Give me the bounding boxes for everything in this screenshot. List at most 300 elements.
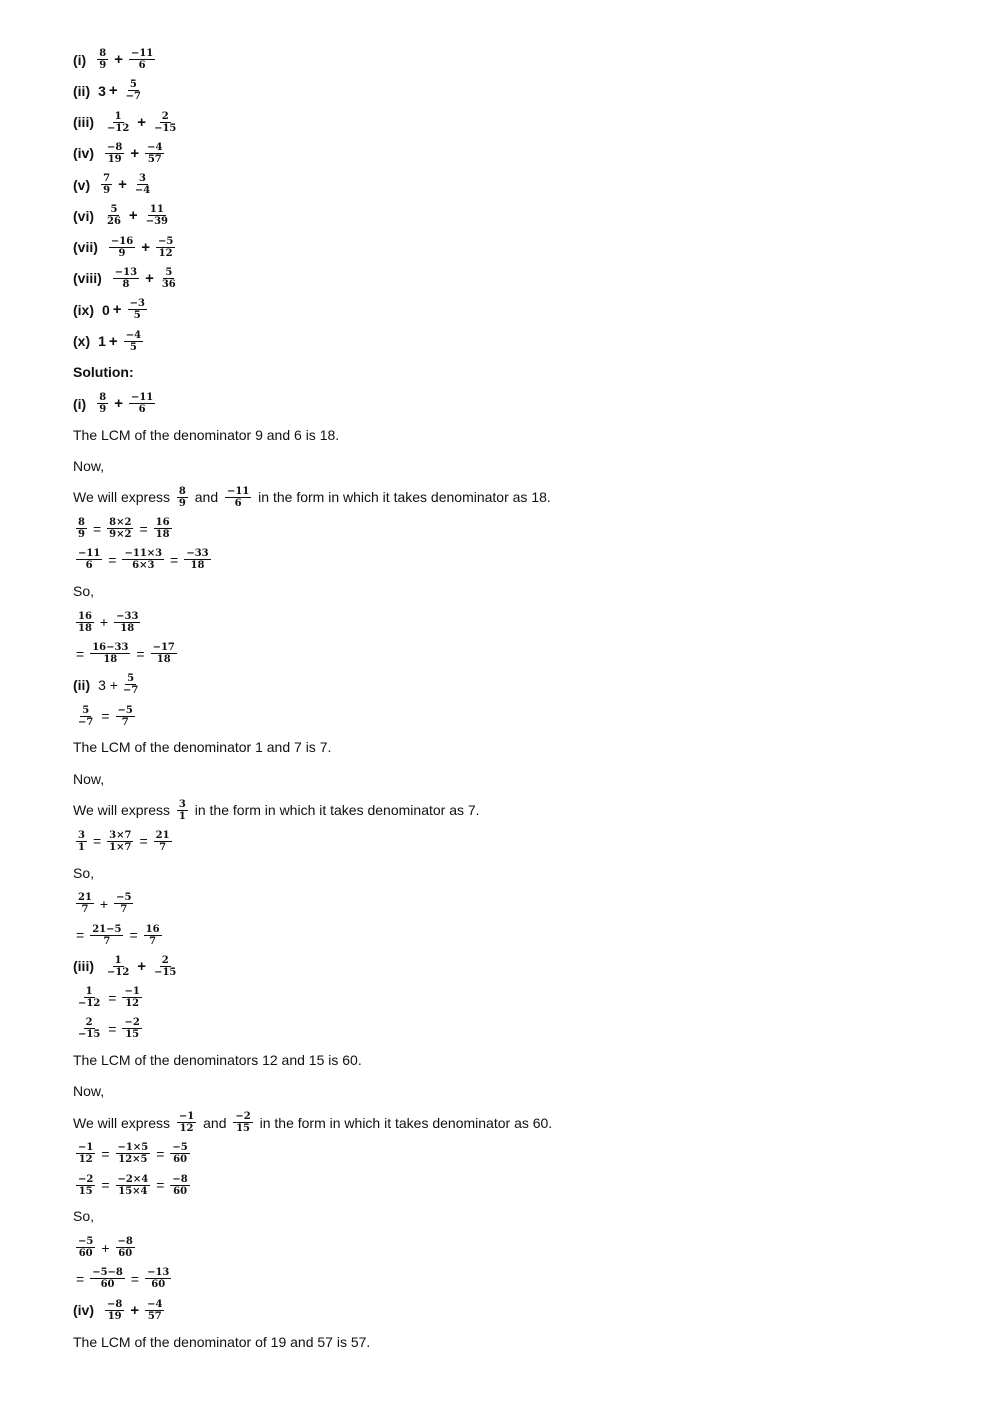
question-line bbox=[73, 44, 552, 75]
whole-number: 3 bbox=[98, 82, 106, 99]
denominator: 7 bbox=[121, 716, 129, 728]
part-label: (ix) bbox=[73, 301, 94, 318]
operator: + bbox=[108, 82, 118, 100]
text-line bbox=[73, 1326, 552, 1357]
denominator: 15×4 bbox=[118, 1185, 148, 1197]
operator: + bbox=[137, 957, 147, 975]
fraction bbox=[152, 955, 178, 978]
fraction bbox=[121, 673, 140, 696]
operator: = bbox=[101, 1177, 110, 1194]
denominator: 60 bbox=[78, 1248, 93, 1260]
numerator: −1×5 bbox=[117, 1142, 149, 1154]
denominator: 6 bbox=[138, 404, 146, 416]
denominator: 8 bbox=[122, 278, 130, 290]
denominator: 1×7 bbox=[109, 841, 132, 853]
numerator: −8 bbox=[107, 141, 123, 153]
fraction bbox=[107, 830, 133, 853]
numerator: 3×7 bbox=[109, 829, 132, 841]
operator: + bbox=[130, 144, 140, 162]
numerator: 16 bbox=[155, 517, 170, 529]
operator: + bbox=[137, 113, 147, 131]
text: So, bbox=[73, 1208, 95, 1225]
text-line bbox=[73, 857, 552, 888]
operator: + bbox=[112, 301, 122, 319]
denominator: 1 bbox=[78, 841, 85, 853]
numerator: −11 bbox=[130, 48, 154, 60]
text-line bbox=[73, 794, 552, 825]
denominator: 6×3 bbox=[132, 560, 155, 572]
fraction bbox=[144, 924, 162, 947]
text: The LCM of the denominators 12 and 15 is 60. bbox=[73, 1052, 362, 1069]
numerator: −8 bbox=[107, 1298, 123, 1310]
text: Now, bbox=[73, 770, 105, 787]
fraction bbox=[90, 642, 130, 665]
numerator: 2 bbox=[161, 954, 169, 966]
whole-number: 0 bbox=[102, 301, 110, 318]
fraction bbox=[116, 1174, 151, 1197]
denominator: −7 bbox=[122, 685, 139, 697]
operator: + bbox=[108, 332, 118, 350]
denominator: 7 bbox=[81, 904, 89, 916]
equation-line bbox=[73, 1263, 552, 1294]
part-label: (iii) bbox=[73, 114, 94, 131]
numerator: 8×2 bbox=[109, 517, 132, 529]
denominator: 57 bbox=[147, 1310, 162, 1322]
question-line bbox=[73, 200, 552, 231]
numerator: 21 bbox=[78, 892, 92, 904]
fraction bbox=[124, 330, 143, 353]
denominator: −15 bbox=[78, 1029, 101, 1041]
denominator: 9 bbox=[118, 247, 126, 259]
operator: = bbox=[108, 1020, 117, 1037]
numerator: −5 bbox=[117, 704, 133, 716]
numerator: −4 bbox=[125, 329, 142, 341]
numerator: −2 bbox=[78, 1173, 94, 1185]
denominator: −15 bbox=[154, 122, 177, 134]
operator: + bbox=[145, 269, 154, 287]
numerator: 16 bbox=[78, 610, 92, 622]
numerator: −4 bbox=[147, 141, 163, 153]
denominator: 60 bbox=[100, 1279, 115, 1291]
denominator: 12 bbox=[78, 1154, 93, 1166]
denominator: −7 bbox=[78, 716, 94, 728]
fraction bbox=[177, 486, 188, 509]
numerator: −13 bbox=[147, 1267, 170, 1279]
numerator: 3 bbox=[139, 173, 147, 185]
fraction bbox=[90, 924, 123, 947]
denominator: 6 bbox=[85, 560, 93, 572]
numerator: −2×4 bbox=[117, 1173, 149, 1185]
denominator: 60 bbox=[173, 1154, 188, 1166]
fraction bbox=[105, 1299, 124, 1322]
operator: = bbox=[101, 708, 110, 725]
numerator: 21 bbox=[155, 829, 170, 841]
denominator: 15 bbox=[125, 1029, 140, 1041]
fraction bbox=[76, 611, 94, 634]
numerator: −2 bbox=[124, 1017, 140, 1029]
equation-line bbox=[73, 1170, 552, 1201]
denominator: 12 bbox=[158, 247, 173, 259]
equation-line bbox=[73, 1138, 552, 1169]
numerator: −5 bbox=[172, 1142, 188, 1154]
part-label: (iii) bbox=[73, 958, 94, 975]
text: 3 + bbox=[98, 676, 118, 693]
operator: = bbox=[76, 1270, 85, 1287]
denominator: 12 bbox=[125, 998, 140, 1010]
numerator: 1 bbox=[114, 954, 122, 966]
operator: = bbox=[92, 520, 102, 537]
numerator: 5 bbox=[127, 673, 135, 685]
fraction bbox=[97, 392, 108, 415]
denominator: 7 bbox=[103, 935, 111, 947]
question-line bbox=[73, 169, 552, 200]
equation-line bbox=[73, 982, 552, 1013]
denominator: 15 bbox=[236, 1123, 250, 1135]
equation-line bbox=[73, 544, 552, 575]
text-line bbox=[73, 576, 552, 607]
text-line bbox=[73, 1201, 552, 1232]
fraction bbox=[122, 986, 141, 1009]
question-line bbox=[73, 325, 552, 356]
denominator: 9 bbox=[103, 185, 111, 197]
numerator: 1 bbox=[85, 986, 93, 998]
part-label: (ii) bbox=[73, 82, 91, 99]
denominator: 18 bbox=[155, 529, 170, 541]
fraction bbox=[129, 392, 155, 415]
fraction bbox=[122, 1017, 141, 1040]
operator: = bbox=[92, 833, 102, 850]
fraction bbox=[177, 799, 188, 822]
denominator: −39 bbox=[145, 216, 168, 228]
operator: = bbox=[101, 1145, 110, 1162]
numerator: 16 bbox=[145, 923, 160, 935]
fraction bbox=[156, 236, 175, 259]
numerator: −1 bbox=[178, 1111, 195, 1123]
fraction bbox=[76, 1236, 95, 1259]
fraction bbox=[116, 705, 135, 728]
operator: = bbox=[76, 645, 85, 662]
text: We will express bbox=[73, 489, 174, 506]
numerator: 5 bbox=[82, 704, 90, 716]
numerator: 11 bbox=[149, 204, 164, 216]
denominator: 9 bbox=[99, 60, 107, 72]
text-line bbox=[73, 1045, 552, 1076]
heading-text: Solution: bbox=[73, 364, 134, 381]
fraction bbox=[177, 1111, 196, 1134]
part-label: (iv) bbox=[73, 145, 94, 162]
numerator: −2 bbox=[235, 1111, 251, 1123]
operator: = bbox=[156, 1177, 165, 1194]
operator: + bbox=[114, 51, 123, 69]
numerator: 5 bbox=[165, 266, 173, 278]
operator: = bbox=[108, 551, 117, 568]
fraction bbox=[154, 830, 172, 853]
denominator: 60 bbox=[151, 1279, 166, 1291]
fraction bbox=[105, 955, 131, 978]
numerator: −33 bbox=[116, 610, 139, 622]
numerator: 8 bbox=[78, 517, 85, 529]
fraction bbox=[154, 517, 172, 540]
fraction bbox=[114, 892, 133, 915]
denominator: −7 bbox=[125, 91, 142, 103]
equation-line bbox=[73, 1013, 552, 1044]
numerator: −8 bbox=[117, 1236, 133, 1248]
operator: + bbox=[141, 238, 150, 256]
denominator: 5 bbox=[129, 341, 137, 353]
text-line bbox=[73, 450, 552, 481]
fraction bbox=[76, 1174, 95, 1197]
part-label: (vi) bbox=[73, 207, 94, 224]
denominator: 9 bbox=[178, 497, 186, 509]
part-label: (vii) bbox=[73, 239, 98, 256]
whole-number: 1 bbox=[98, 333, 106, 350]
text: and bbox=[199, 1114, 231, 1131]
question-line bbox=[73, 138, 552, 169]
part-label: (ii) bbox=[73, 676, 91, 693]
numerator: −11×3 bbox=[124, 548, 163, 560]
numerator: −5 bbox=[116, 892, 132, 904]
denominator: 5 bbox=[133, 310, 141, 322]
numerator: −11 bbox=[78, 548, 101, 560]
fraction bbox=[107, 517, 133, 540]
fraction bbox=[145, 1299, 164, 1322]
fraction bbox=[145, 142, 164, 165]
operator: = bbox=[108, 989, 117, 1006]
text: Now, bbox=[73, 458, 105, 475]
question-line bbox=[73, 107, 552, 138]
denominator: 12 bbox=[179, 1123, 194, 1135]
text-line bbox=[73, 763, 552, 794]
fraction bbox=[145, 1267, 171, 1290]
numerator: 2 bbox=[161, 110, 169, 122]
text: We will express bbox=[73, 802, 174, 818]
question-line bbox=[73, 75, 552, 106]
fraction bbox=[129, 48, 155, 71]
operator: + bbox=[99, 895, 109, 912]
operator: = bbox=[129, 927, 138, 944]
fraction bbox=[122, 548, 164, 571]
numerator: 3 bbox=[78, 829, 85, 841]
numerator: −16 bbox=[110, 235, 134, 247]
operator: + bbox=[130, 1301, 140, 1319]
fraction bbox=[76, 548, 102, 571]
denominator: −4 bbox=[134, 185, 151, 197]
numerator: −4 bbox=[147, 1298, 163, 1310]
numerator: 1 bbox=[114, 110, 122, 122]
part-label: (x) bbox=[73, 333, 91, 350]
fraction bbox=[144, 204, 170, 227]
equation-line bbox=[73, 888, 552, 919]
equation-line bbox=[73, 513, 552, 544]
question-line bbox=[73, 951, 552, 982]
denominator: 9×2 bbox=[109, 529, 132, 541]
numerator: −5−8 bbox=[92, 1267, 123, 1279]
fraction bbox=[113, 267, 139, 290]
denominator: −12 bbox=[78, 998, 101, 1010]
part-label: (iv) bbox=[73, 1302, 94, 1319]
text: The LCM of the denominator 9 and 6 is 18. bbox=[73, 426, 340, 443]
equation-line bbox=[73, 826, 552, 857]
numerator: 8 bbox=[99, 392, 107, 404]
fraction bbox=[170, 1174, 189, 1197]
text: in the form in which it takes denominator as 7. bbox=[190, 802, 480, 818]
part-label: (v) bbox=[73, 176, 91, 193]
fraction bbox=[76, 1017, 102, 1040]
denominator: 60 bbox=[118, 1248, 133, 1260]
fraction bbox=[97, 48, 108, 71]
operator: + bbox=[118, 176, 127, 194]
numerator: −11 bbox=[130, 392, 154, 404]
fraction bbox=[76, 892, 94, 915]
denominator: 6 bbox=[138, 60, 146, 72]
denominator: 18 bbox=[190, 560, 205, 572]
denominator: 9 bbox=[99, 404, 107, 416]
fraction bbox=[160, 267, 178, 290]
numerator: −3 bbox=[129, 298, 145, 310]
denominator: 12×5 bbox=[118, 1154, 148, 1166]
numerator: 5 bbox=[129, 79, 137, 91]
operator: + bbox=[128, 207, 138, 225]
text-line bbox=[73, 419, 552, 450]
question-line bbox=[73, 263, 552, 294]
denominator: 9 bbox=[78, 529, 85, 541]
operator: + bbox=[114, 395, 123, 413]
fraction bbox=[101, 173, 112, 196]
numerator: −11 bbox=[227, 485, 250, 497]
fraction bbox=[76, 830, 87, 853]
numerator: 21−5 bbox=[92, 923, 122, 935]
text-line bbox=[73, 482, 552, 513]
denominator: 7 bbox=[149, 935, 157, 947]
denominator: −15 bbox=[154, 966, 177, 978]
fraction bbox=[105, 204, 123, 227]
denominator: 26 bbox=[107, 216, 121, 228]
fraction bbox=[170, 1142, 189, 1165]
fraction bbox=[116, 1236, 135, 1259]
numerator: 7 bbox=[103, 173, 111, 185]
fraction bbox=[90, 1267, 125, 1290]
text: Now, bbox=[73, 1083, 105, 1100]
denominator: 57 bbox=[147, 153, 162, 165]
denominator: −12 bbox=[107, 122, 130, 134]
numerator: −5 bbox=[157, 235, 174, 247]
text: We will express bbox=[73, 1114, 174, 1131]
fraction bbox=[151, 642, 177, 665]
numerator: 8 bbox=[178, 485, 186, 497]
denominator: 36 bbox=[161, 278, 176, 290]
text-line bbox=[73, 732, 552, 763]
operator: = bbox=[76, 927, 85, 944]
fraction bbox=[133, 173, 152, 196]
numerator: −5 bbox=[78, 1236, 94, 1248]
numerator: 16−33 bbox=[92, 642, 129, 654]
solution-document bbox=[73, 44, 552, 1357]
text: and bbox=[190, 489, 222, 506]
denominator: −12 bbox=[107, 966, 130, 978]
question-line bbox=[73, 669, 552, 700]
numerator: −13 bbox=[114, 266, 138, 278]
text: The LCM of the denominator of 19 and 57 is 57. bbox=[73, 1333, 371, 1350]
part-label: (i) bbox=[73, 395, 87, 412]
fraction bbox=[233, 1111, 252, 1134]
equation-line bbox=[73, 701, 552, 732]
equation-line bbox=[73, 607, 552, 638]
numerator: 2 bbox=[85, 1017, 93, 1029]
denominator: 1 bbox=[178, 810, 186, 822]
text: in the form in which it takes denominator as 60. bbox=[255, 1114, 553, 1131]
operator: = bbox=[139, 833, 148, 850]
numerator: −8 bbox=[172, 1173, 188, 1185]
question-line bbox=[73, 1295, 552, 1326]
operator: = bbox=[136, 645, 145, 662]
equation-line bbox=[73, 638, 552, 669]
fraction bbox=[76, 1142, 95, 1165]
fraction bbox=[124, 79, 143, 102]
denominator: 15 bbox=[78, 1185, 93, 1197]
denominator: 60 bbox=[173, 1185, 188, 1197]
text: So, bbox=[73, 864, 95, 881]
fraction bbox=[76, 517, 87, 540]
numerator: 3 bbox=[178, 798, 186, 810]
denominator: 19 bbox=[107, 1310, 122, 1322]
operator: + bbox=[99, 614, 109, 631]
denominator: 18 bbox=[78, 622, 92, 634]
numerator: −1 bbox=[124, 986, 140, 998]
text: The LCM of the denominator 1 and 7 is 7. bbox=[73, 739, 332, 756]
fraction bbox=[116, 1142, 151, 1165]
fraction bbox=[76, 705, 95, 728]
fraction bbox=[76, 986, 102, 1009]
fraction bbox=[114, 611, 140, 634]
equation-line bbox=[73, 1232, 552, 1263]
numerator: −1 bbox=[78, 1142, 94, 1154]
denominator: 6 bbox=[234, 497, 242, 509]
denominator: 18 bbox=[103, 654, 118, 666]
question-line bbox=[73, 232, 552, 263]
fraction bbox=[225, 486, 251, 509]
text: in the form in which it takes denominator as 18. bbox=[254, 489, 551, 506]
question-line bbox=[73, 388, 552, 419]
denominator: 18 bbox=[156, 654, 171, 666]
operator: + bbox=[101, 1239, 110, 1256]
equation-line bbox=[73, 919, 552, 950]
text: So, bbox=[73, 583, 95, 600]
numerator: −17 bbox=[152, 642, 175, 654]
fraction bbox=[152, 111, 178, 134]
numerator: −33 bbox=[186, 548, 209, 560]
denominator: 7 bbox=[159, 841, 167, 853]
denominator: 19 bbox=[107, 153, 122, 165]
fraction bbox=[128, 298, 147, 321]
fraction bbox=[105, 111, 131, 134]
text-line bbox=[73, 1076, 552, 1107]
operator: = bbox=[170, 551, 179, 568]
part-label: (i) bbox=[73, 51, 87, 68]
fraction bbox=[184, 548, 210, 571]
fraction bbox=[109, 236, 135, 259]
operator: = bbox=[139, 520, 148, 537]
text-line bbox=[73, 1107, 552, 1138]
numerator: 5 bbox=[110, 204, 118, 216]
operator: = bbox=[130, 1270, 140, 1287]
question-line bbox=[73, 294, 552, 325]
denominator: 18 bbox=[120, 622, 135, 634]
solution-heading bbox=[73, 357, 552, 388]
denominator: 7 bbox=[120, 904, 128, 916]
part-label: (viii) bbox=[73, 270, 102, 287]
numerator: 8 bbox=[99, 48, 107, 60]
fraction bbox=[105, 142, 124, 165]
